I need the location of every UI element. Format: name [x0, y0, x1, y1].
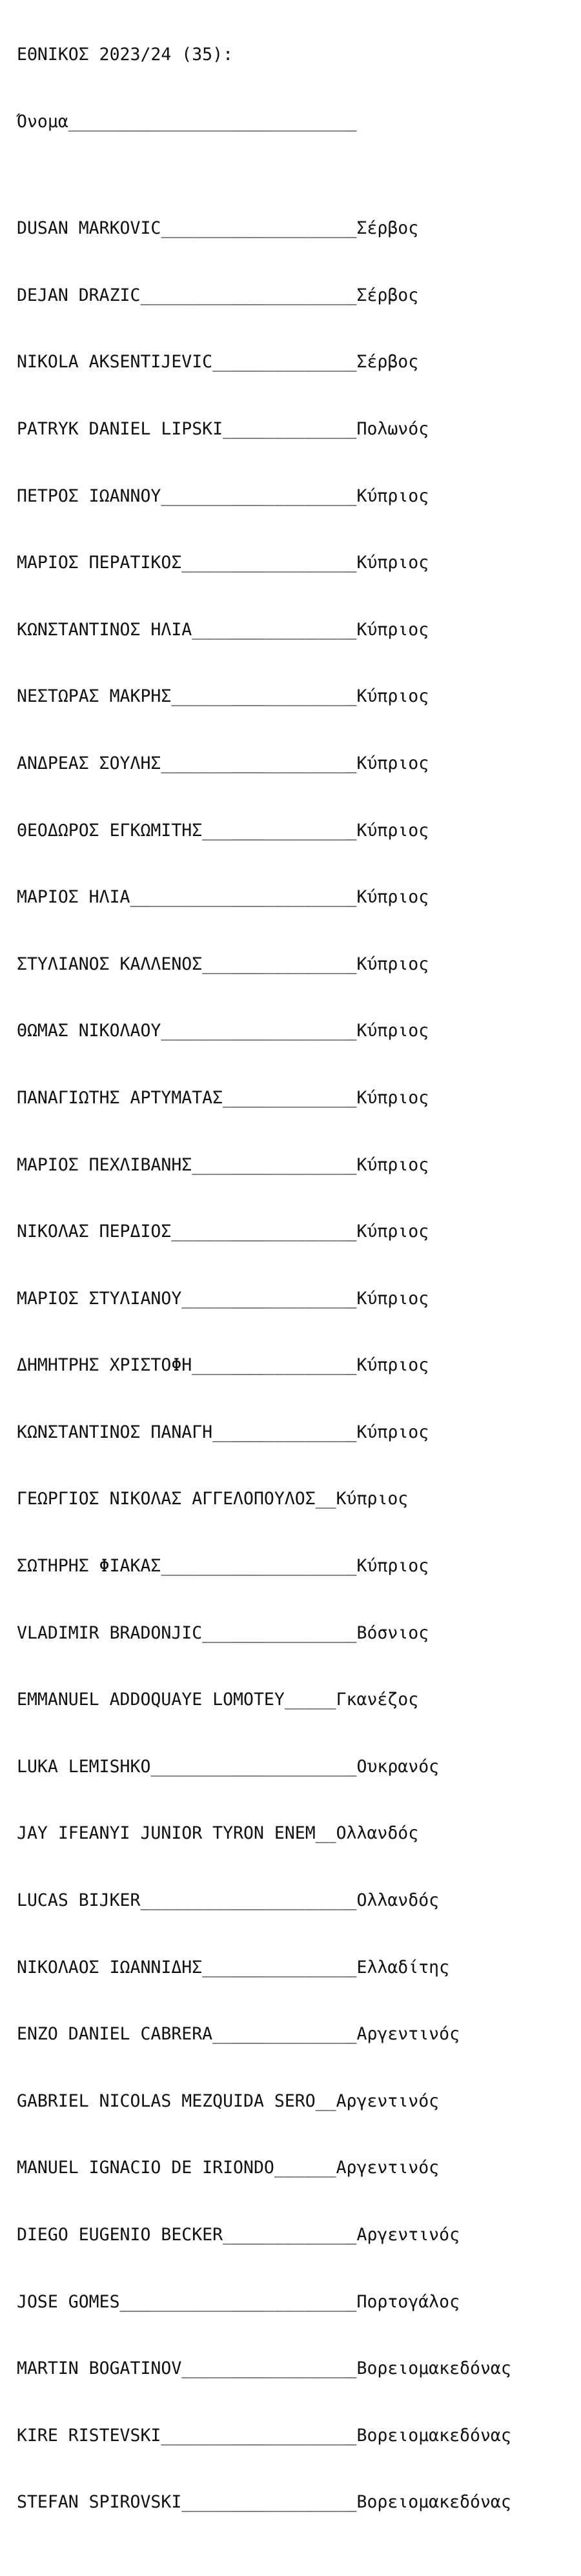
list-item: ΜΑΡΙΟΣ ΗΛΙΑ______________________Κύπριος: [17, 887, 429, 908]
list-item: ΚΩΝΣΤΑΝΤΙΝΟΣ ΠΑΝΑΓΗ______________Κύπριος: [17, 1422, 429, 1442]
list-item: JOSE GOMES_______________________Πορτογάλος: [17, 2291, 460, 2312]
list-item: LUKA LEMISHKO____________________Ουκρανός: [17, 1756, 440, 1777]
list-item: ΝΕΣΤΩΡΑΣ ΜΑΚΡΗΣ__________________Κύπριος: [17, 686, 429, 707]
list-item: VLADIMIR BRADONJIC_______________Βόσνιος: [17, 1622, 429, 1643]
list-item: ΣΩΤΗΡΗΣ ΦΙΑΚΑΣ___________________Κύπριος: [17, 1556, 429, 1577]
list-item: KIRE RISTEVSKI___________________Βορειομακεδόνας: [17, 2425, 511, 2446]
list-item: EMMANUEL ADDOQUAYE LOMOTEY_____Γκανέζος: [17, 1690, 419, 1710]
list-item: DEJAN DRAZIC_____________________Σέρβος: [17, 285, 419, 305]
list-item: DUSAN MARKOVIC___________________Σέρβος: [17, 218, 419, 239]
list-item: ΝΙΚΟΛΑΣ ΠΕΡΔΙΟΣ__________________Κύπριος: [17, 1222, 429, 1242]
list-item: DIEGO EUGENIO BECKER_____________Αργεντινός: [17, 2225, 460, 2245]
list-item: ΠΑΝΑΓΙΩΤΗΣ ΑΡΤΥΜΑΤΑΣ_____________Κύπριος: [17, 1087, 429, 1108]
list-item: PATRYK DANIEL LIPSKI_____________Πολωνός: [17, 418, 429, 439]
list-item: MANUEL IGNACIO DE IRIONDO______Αργεντινός: [17, 2158, 440, 2178]
list-item: MARTIN BOGATINOV_________________Βορειομακεδόνας: [17, 2358, 511, 2379]
list-item: NIKOLA AKSENTIJEVIC______________Σέρβος: [17, 352, 419, 373]
document: [17, 1, 578, 2576]
list-item: ΝΙΚΟΛΑΟΣ ΙΩΑΝΝΙΔΗΣ_______________Ελλαδίτης: [17, 1957, 450, 1978]
list-item: ΑΝΔΡΕΑΣ ΣΟΥΛΗΣ___________________Κύπριος: [17, 753, 429, 773]
list-item: ΚΩΝΣΤΑΝΤΙΝΟΣ ΗΛΙΑ________________Κύπριος: [17, 619, 429, 640]
list-item: LUCAS BIJKER_____________________Ολλανδός: [17, 1890, 440, 1911]
column-header-name: Όνομα____________________________: [17, 111, 357, 132]
list-item: ΜΑΡΙΟΣ ΠΕΧΛΙΒΑΝΗΣ________________Κύπριος: [17, 1154, 429, 1175]
list-item: ΠΕΤΡΟΣ ΙΩΑΝΝΟΥ___________________Κύπριος: [17, 486, 429, 506]
list-item: JAY IFEANYI JUNIOR TYRON ENEM__Ολλανδός: [17, 1823, 419, 1844]
list-item: GABRIEL NICOLAS MEZQUIDA SERO__Αργεντινός: [17, 2090, 440, 2111]
player-list: [17, 175, 578, 2556]
list-item: ENZO DANIEL CABRERA______________Αργεντινός: [17, 2024, 460, 2045]
list-item: ΔΗΜΗΤΡΗΣ ΧΡΙΣΤΟΦΗ________________Κύπριος: [17, 1355, 429, 1376]
list-item: STEFAN SPIROVSKI_________________Βορειομακεδόνας: [17, 2492, 511, 2513]
list-item: ΘΕΟΔΩΡΟΣ ΕΓΚΩΜΙΤΗΣ_______________Κύπριος: [17, 820, 429, 841]
list-item: ΓΕΩΡΓΙΟΣ ΝΙΚΟΛΑΣ ΑΓΓΕΛΟΠΟΥΛΟΣ__Κύπριος: [17, 1489, 409, 1509]
list-item: ΜΑΡΙΟΣ ΣΤΥΛΙΑΝΟΥ_________________Κύπριος: [17, 1288, 429, 1309]
list-item: ΣΤΥΛΙΑΝΟΣ ΚΑΛΛΕΝΟΣ_______________Κύπριος: [17, 954, 429, 974]
document-title: ΕΘΝΙΚΟΣ 2023/24 (35):: [17, 45, 234, 65]
list-item: ΘΩΜΑΣ ΝΙΚΟΛΑΟΥ___________________Κύπριος: [17, 1021, 429, 1041]
list-item: ΜΑΡΙΟΣ ΠΕΡΑΤΙΚΟΣ_________________Κύπριος: [17, 553, 429, 573]
